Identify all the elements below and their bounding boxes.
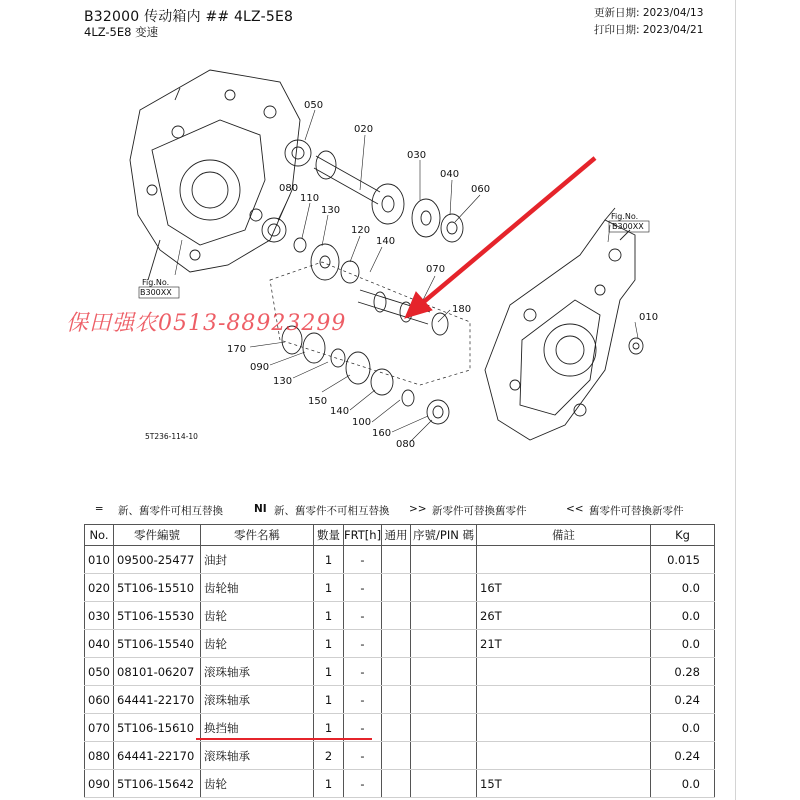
left-housing-casing [130,70,300,280]
cell-name: 油封 [201,546,314,574]
cell-qty: 1 [314,658,344,686]
cell-part-no: 08101-06207 [114,658,201,686]
cell-empty [411,714,477,742]
col-header-qty: 數量 [314,525,344,546]
cell-empty [411,574,477,602]
cell-kg: 0.24 [651,686,715,714]
legend-new-replaces-old: 新零件可替換舊零件 [432,505,527,517]
cell-part-no: 09500-25477 [114,546,201,574]
drawing-code: 5T236-114-10 [145,432,198,441]
legend-old-replaces-new: 舊零件可替換新零件 [589,505,684,517]
cell-remark: 26T [477,602,651,630]
cell-empty [382,686,411,714]
cell-qty: 1 [314,770,344,798]
cell-frt: - [344,770,382,798]
callout-090: 090 [250,362,270,373]
cell-qty: 1 [314,630,344,658]
cell-part-no: 64441-22170 [114,742,201,770]
cell-no: 070 [85,714,114,742]
date-block [594,5,703,39]
cell-kg: 0.0 [651,714,715,742]
col-header-no: No. [85,525,114,546]
cell-qty: 1 [314,546,344,574]
red-arrow-annotation [405,158,595,318]
callout-120: 120 [351,225,371,236]
table-row [85,630,715,658]
callout-080-lower: 080 [396,439,416,450]
cell-no: 090 [85,770,114,798]
double-chevron-right-icon: >> [409,503,427,515]
table-row [85,714,715,742]
cell-frt: - [344,714,382,742]
cell-name: 换挡轴 [201,714,314,742]
table-row [85,658,715,686]
ni-symbol-icon: NI [254,503,267,515]
cell-name: 滚珠轴承 [201,658,314,686]
cell-empty [382,630,411,658]
cell-remark: 15T [477,770,651,798]
callout-130-lower: 130 [273,376,293,387]
table-row [85,742,715,770]
cell-no: 050 [85,658,114,686]
cell-no: 040 [85,630,114,658]
col-header-kg: Kg [651,525,715,546]
cell-kg: 0.0 [651,770,715,798]
cell-empty [411,742,477,770]
cell-frt: - [344,602,382,630]
figno-left-label: Fig.No. [142,278,170,287]
callout-040: 040 [440,169,460,180]
cell-frt: - [344,546,382,574]
cell-empty [411,546,477,574]
cell-qty: 1 [314,602,344,630]
cell-frt: - [344,574,382,602]
cell-part-no: 5T106-15510 [114,574,201,602]
exploded-parts-diagram [60,40,740,500]
red-highlight-underline [196,738,372,740]
cell-remark: 16T [477,574,651,602]
print-date: 打印日期: 2023/04/21 [594,24,704,36]
table-header-row [85,525,715,546]
col-header-frt: FRT[h] [344,525,382,546]
cell-qty: 1 [314,714,344,742]
legend-not-interchangeable: 新、舊零件不可相互替換 [274,505,390,517]
cell-name: 滚珠轴承 [201,686,314,714]
cell-kg: 0.0 [651,574,715,602]
cell-empty [382,602,411,630]
cell-kg: 0.015 [651,546,715,574]
page-subtitle: 4LZ-5E8 变速 [84,25,159,39]
cell-empty [411,602,477,630]
cell-empty [382,714,411,742]
cell-empty [382,574,411,602]
cell-part-no: 5T106-15610 [114,714,201,742]
col-header-common: 通用 [382,525,411,546]
cell-name: 齿轮 [201,770,314,798]
cell-empty [411,770,477,798]
legend-interchangeable: 新、舊零件可相互替換 [118,505,223,517]
callout-170: 170 [227,344,247,355]
cell-qty: 2 [314,742,344,770]
cell-frt: - [344,686,382,714]
cell-no: 010 [85,546,114,574]
cell-kg: 0.28 [651,658,715,686]
cell-qty: 1 [314,686,344,714]
cell-no: 030 [85,602,114,630]
table-row [85,686,715,714]
equal-symbol-icon: ═ [96,503,103,515]
callout-010: 010 [639,312,659,323]
callout-160: 160 [372,428,392,439]
cell-remark [477,658,651,686]
callout-080-upper: 080 [279,183,299,194]
cell-name: 齿轮轴 [201,574,314,602]
update-date: 更新日期: 2023/04/13 [594,7,704,19]
col-header-part-no: 零件編號 [114,525,201,546]
callout-020: 020 [354,124,374,135]
cell-remark: 21T [477,630,651,658]
cell-empty [382,546,411,574]
callout-140-lower: 140 [330,406,350,417]
cell-frt: - [344,630,382,658]
cell-kg: 0.0 [651,602,715,630]
cell-qty: 1 [314,574,344,602]
callout-180: 180 [452,304,472,315]
cell-name: 滚珠轴承 [201,742,314,770]
shift-shaft-070 [358,290,448,335]
callout-130-upper: 130 [321,205,341,216]
col-header-serial: 序號/PIN 碼 [411,525,477,546]
col-header-name: 零件名稱 [201,525,314,546]
cell-remark [477,714,651,742]
cell-kg: 0.24 [651,742,715,770]
parts-table [84,524,715,798]
table-row [85,770,715,798]
col-header-remark: 備註 [477,525,651,546]
figref-right: B300XX [612,222,644,231]
cell-empty [411,630,477,658]
cell-frt: - [344,742,382,770]
callout-060: 060 [471,184,491,195]
cell-part-no: 5T106-15540 [114,630,201,658]
cell-kg: 0.0 [651,630,715,658]
callout-150: 150 [308,396,328,407]
cell-part-no: 5T106-15642 [114,770,201,798]
cell-remark [477,742,651,770]
cell-name: 齿轮 [201,630,314,658]
cell-no: 060 [85,686,114,714]
table-row [85,574,715,602]
cell-name: 齿轮 [201,602,314,630]
page-title: B32000 传动箱内 ## 4LZ-5E8 [84,9,294,25]
cell-empty [382,770,411,798]
callout-100: 100 [352,417,372,428]
cell-remark [477,546,651,574]
callout-050: 050 [304,100,324,111]
cell-no: 080 [85,742,114,770]
cell-part-no: 5T106-15530 [114,602,201,630]
double-chevron-left-icon: << [566,503,584,515]
cell-no: 020 [85,574,114,602]
callout-070: 070 [426,264,446,275]
cell-empty [411,658,477,686]
cell-part-no: 64441-22170 [114,686,201,714]
table-row [85,546,715,574]
dealer-watermark: 保田强农0513-88923299 [66,311,347,336]
table-row [85,602,715,630]
right-housing-casing [485,208,635,440]
callout-140-upper: 140 [376,236,396,247]
callout-030: 030 [407,150,427,161]
callout-110: 110 [300,193,320,204]
cell-empty [382,742,411,770]
cell-empty [382,658,411,686]
cell-frt: - [344,658,382,686]
cell-remark [477,686,651,714]
figref-left: B300XX [140,288,172,297]
cell-empty [411,686,477,714]
figno-right-label: Fig.No. [611,212,639,221]
